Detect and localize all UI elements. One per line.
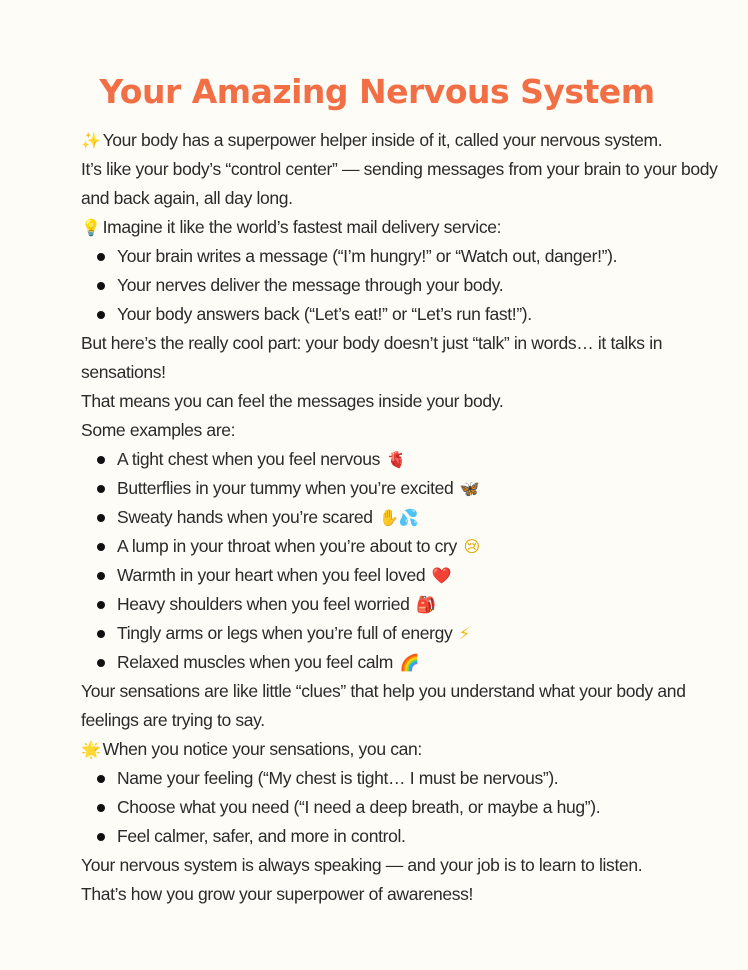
list-item-text: Choose what you need (“I need a deep breath, or maybe a hug”). — [117, 797, 601, 817]
list-item-text: Your brain writes a message (“I’m hungry!” or “Watch out, danger!”). — [117, 246, 618, 266]
crying-face-icon: 😢 — [463, 537, 480, 556]
clues-line-1: Your sensations are like little “clues” that help you understand what your body and feelings are trying to say. — [81, 681, 686, 730]
butterfly-icon: 🦋 — [459, 479, 480, 498]
raised-hand-sweat-icon: ✋💦 — [379, 508, 419, 527]
list-item — [81, 503, 721, 532]
mail-intro-text: Imagine it like the world’s fastest mail delivery service: — [102, 217, 502, 237]
list-item-text: Sweaty hands when you’re scared — [117, 507, 373, 527]
lightning-icon: ⚡ — [458, 624, 470, 643]
bullet-dot — [97, 543, 105, 551]
mail-intro — [81, 213, 721, 242]
backpack-icon: 🎒 — [416, 595, 436, 614]
list-item-text: Name your feeling (“My chest is tight… I must be nervous”). — [117, 768, 559, 788]
list-item — [81, 764, 721, 793]
page-title: Your Amazing Nervous System — [99, 72, 655, 111]
list-item — [81, 532, 721, 561]
list-item — [81, 590, 721, 619]
bullet-dot — [97, 601, 105, 609]
sensations-line-3: Some examples are: — [81, 420, 236, 440]
bullet-dot — [97, 456, 105, 464]
rainbow-icon: 🌈 — [399, 653, 420, 672]
bullet-dot — [97, 804, 105, 812]
bullet-dot — [97, 514, 105, 522]
examples-list — [81, 445, 721, 677]
list-item-text: Relaxed muscles when you feel calm — [117, 652, 394, 672]
closing-line-1: Your nervous system is always speaking — and your job is to learn to listen. — [81, 855, 643, 875]
red-heart-icon: ❤️ — [431, 566, 452, 585]
bullet-dot — [97, 572, 105, 580]
list-item-text: Feel calmer, safer, and more in control. — [117, 826, 406, 846]
list-item-text: Your body answers back (“Let’s eat!” or “Let’s run fast!”). — [117, 304, 532, 324]
bullet-dot — [97, 282, 105, 290]
list-item-text: Tingly arms or legs when you’re full of energy — [117, 623, 453, 643]
sparkles-icon: ✨ — [81, 131, 101, 150]
mail-list — [81, 242, 721, 329]
bullet-dot — [97, 659, 105, 667]
list-item — [81, 619, 721, 648]
glowing-star-icon: 🌟 — [81, 740, 101, 759]
list-item — [81, 793, 721, 822]
closing-paragraph — [81, 851, 721, 909]
list-item-text: Your nerves deliver the message through your body. — [117, 275, 504, 295]
bullet-dot — [97, 311, 105, 319]
sensations-line-1: But here’s the really cool part: your body doesn’t just “talk” in words… it talks in sensations! — [81, 333, 663, 382]
list-item — [81, 445, 721, 474]
list-item — [81, 561, 721, 590]
list-item-text: A tight chest when you feel nervous — [117, 449, 381, 469]
notice-list — [81, 764, 721, 851]
notice-intro — [81, 735, 721, 764]
list-item-text: Butterflies in your tummy when you’re excited — [117, 478, 454, 498]
clues-paragraph — [81, 677, 721, 735]
bullet-dot — [97, 775, 105, 783]
notice-intro-text: When you notice your sensations, you can: — [102, 739, 422, 759]
bullet-dot — [97, 485, 105, 493]
bullet-dot — [97, 630, 105, 638]
list-item — [81, 300, 721, 329]
bullet-dot — [97, 833, 105, 841]
document-page — [81, 62, 721, 909]
intro-line-2: It’s like your body’s “control center” — sending messages from your brain to your body and back again, all day long. — [81, 159, 718, 208]
sensations-paragraph — [81, 329, 721, 445]
intro-paragraph — [81, 126, 721, 213]
list-item — [81, 648, 721, 677]
bullet-dot — [97, 253, 105, 261]
list-item-text: Warmth in your heart when you feel loved — [117, 565, 426, 585]
lightbulb-icon: 💡 — [81, 218, 101, 237]
list-item — [81, 822, 721, 851]
list-item — [81, 474, 721, 503]
closing-line-2: That’s how you grow your superpower of awareness! — [81, 884, 474, 904]
list-item — [81, 242, 721, 271]
intro-line-1: Your body has a superpower helper inside of it, called your nervous system. — [102, 130, 663, 150]
anatomical-heart-icon: 🫀 — [386, 450, 407, 469]
sensations-line-2: That means you can feel the messages inside your body. — [81, 391, 504, 411]
list-item — [81, 271, 721, 300]
list-item-text: Heavy shoulders when you feel worried — [117, 594, 410, 614]
list-item-text: A lump in your throat when you’re about to cry — [117, 536, 457, 556]
